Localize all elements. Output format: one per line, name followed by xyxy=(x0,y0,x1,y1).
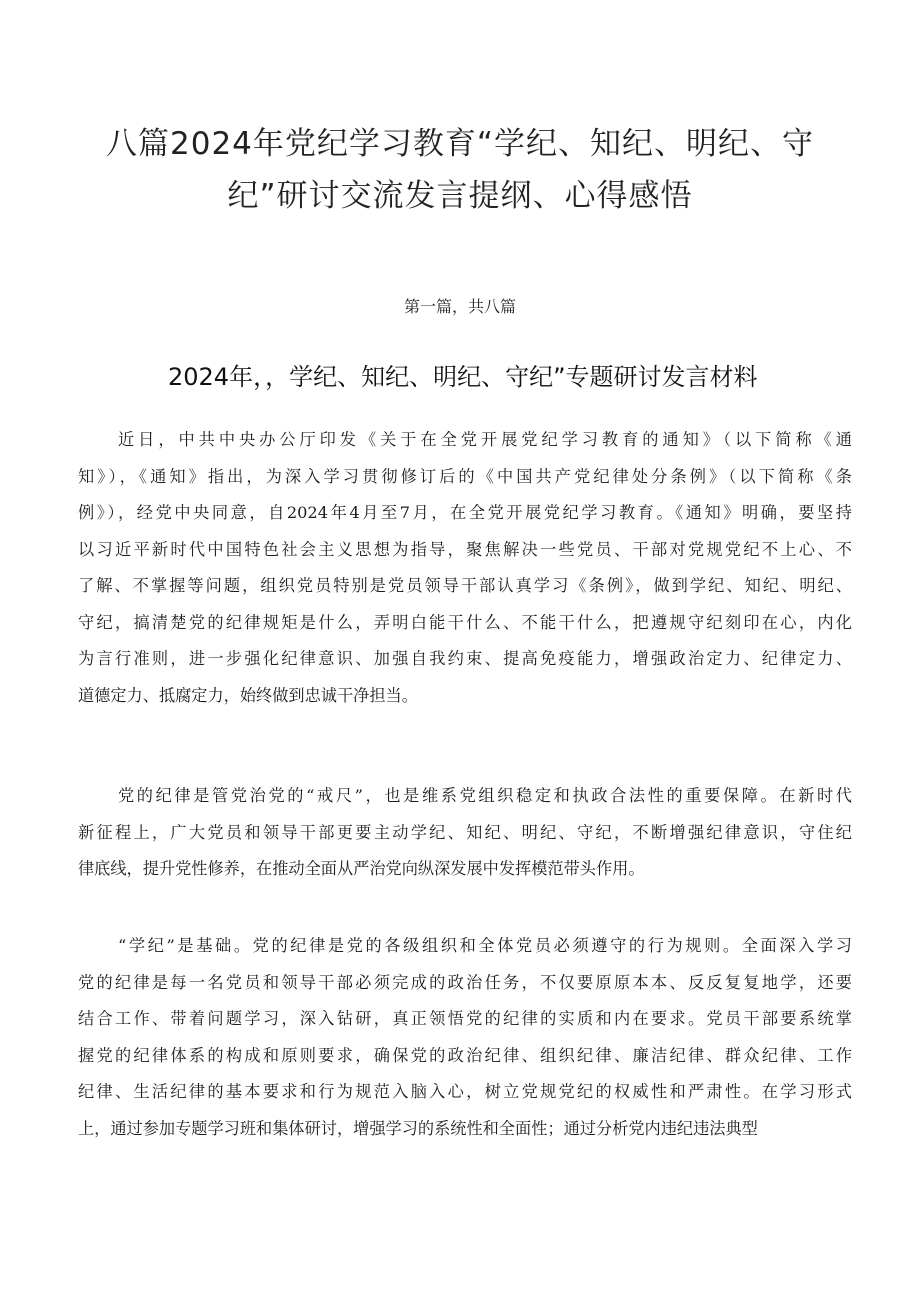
paragraph-line: 知》），《通知》指出，为深入学习贯彻修订后的《中国共产党纪律处分条例》（以下简称《条 xyxy=(78,466,852,486)
paragraph-line: “学纪”是基础。党的纪律是党的各级组织和全体党员必须遵守的行为规则。全面深入学习 xyxy=(118,936,852,955)
part-label: 第一篇，共八篇 xyxy=(403,297,516,316)
document-title-line-2: 纪”研讨交流发言提纲、心得感悟 xyxy=(227,178,693,214)
paragraph-line: 守纪，搞清楚党的纪律规矩是什么，弄明白能干什么、不能干什么，把遵规守纪刻印在心，内化 xyxy=(78,612,852,632)
paragraph-line: 道德定力、抵腐定力，始终做到忠诚干净担当。 xyxy=(78,685,418,705)
paragraph-line: 党的纪律是每一名党员和领导干部必须完成的政治任务，不仅要原原本本、反反复复地学，还要 xyxy=(78,972,852,992)
paragraph-line: 党的纪律是管党治党的“戒尺”，也是维系党组织稳定和执政合法性的重要保障。在新时代 xyxy=(118,786,852,805)
document-title-line-1: 八篇2024年党纪学习教育“学纪、知纪、明纪、守 xyxy=(106,126,814,162)
paragraph-line: 近日，中共中央办公厅印发《关于在全党开展党纪学习教育的通知》（以下简称《通 xyxy=(118,430,852,449)
paragraph-line: 了解、不掌握等问题，组织党员特别是党员领导干部认真学习《条例》，做到学纪、知纪、明纪、 xyxy=(78,576,852,595)
paragraph-line: 例》），经党中央同意，自2024年4月至7月，在全党开展党纪学习教育。《通知》明确，要坚持 xyxy=(78,503,852,522)
section-heading: 2024年，，学纪、知纪、明纪、守纪”专题研讨发言材料 xyxy=(168,363,758,391)
document-title xyxy=(90,118,830,222)
paragraph-line: 以习近平新时代中国特色社会主义思想为指导，聚焦解决一些党员、干部对党规党纪不上心、不 xyxy=(78,539,852,559)
paragraph-line: 律底线，提升党性修养，在推动全面从严治党向纵深发展中发挥模范带头作用。 xyxy=(78,859,645,878)
paragraph-line: 新征程上，广大党员和领导干部更要主动学纪、知纪、明纪、守纪，不断增强纪律意识，守住纪 xyxy=(78,822,852,842)
paragraph-line: 为言行准则，进一步强化纪律意识、加强自我约束、提高免疫能力，增强政治定力、纪律定力、 xyxy=(78,649,852,668)
paragraph-line: 握党的纪律体系的构成和原则要求，确保党的政治纪律、组织纪律、廉洁纪律、群众纪律、工作 xyxy=(78,1045,852,1065)
paragraph-line: 结合工作、带着问题学习，深入钻研，真正领悟党的纪律的实质和内在要求。党员干部要系统掌 xyxy=(78,1009,852,1028)
paragraph-line: 纪律、生活纪律的基本要求和行为规范入脑入心，树立党规党纪的权威性和严肃性。在学习形式 xyxy=(78,1082,852,1101)
paragraph-line: 上，通过参加专题学习班和集体研讨，增强学习的系统性和全面性；通过分析党内违纪违法典型 xyxy=(78,1118,758,1138)
